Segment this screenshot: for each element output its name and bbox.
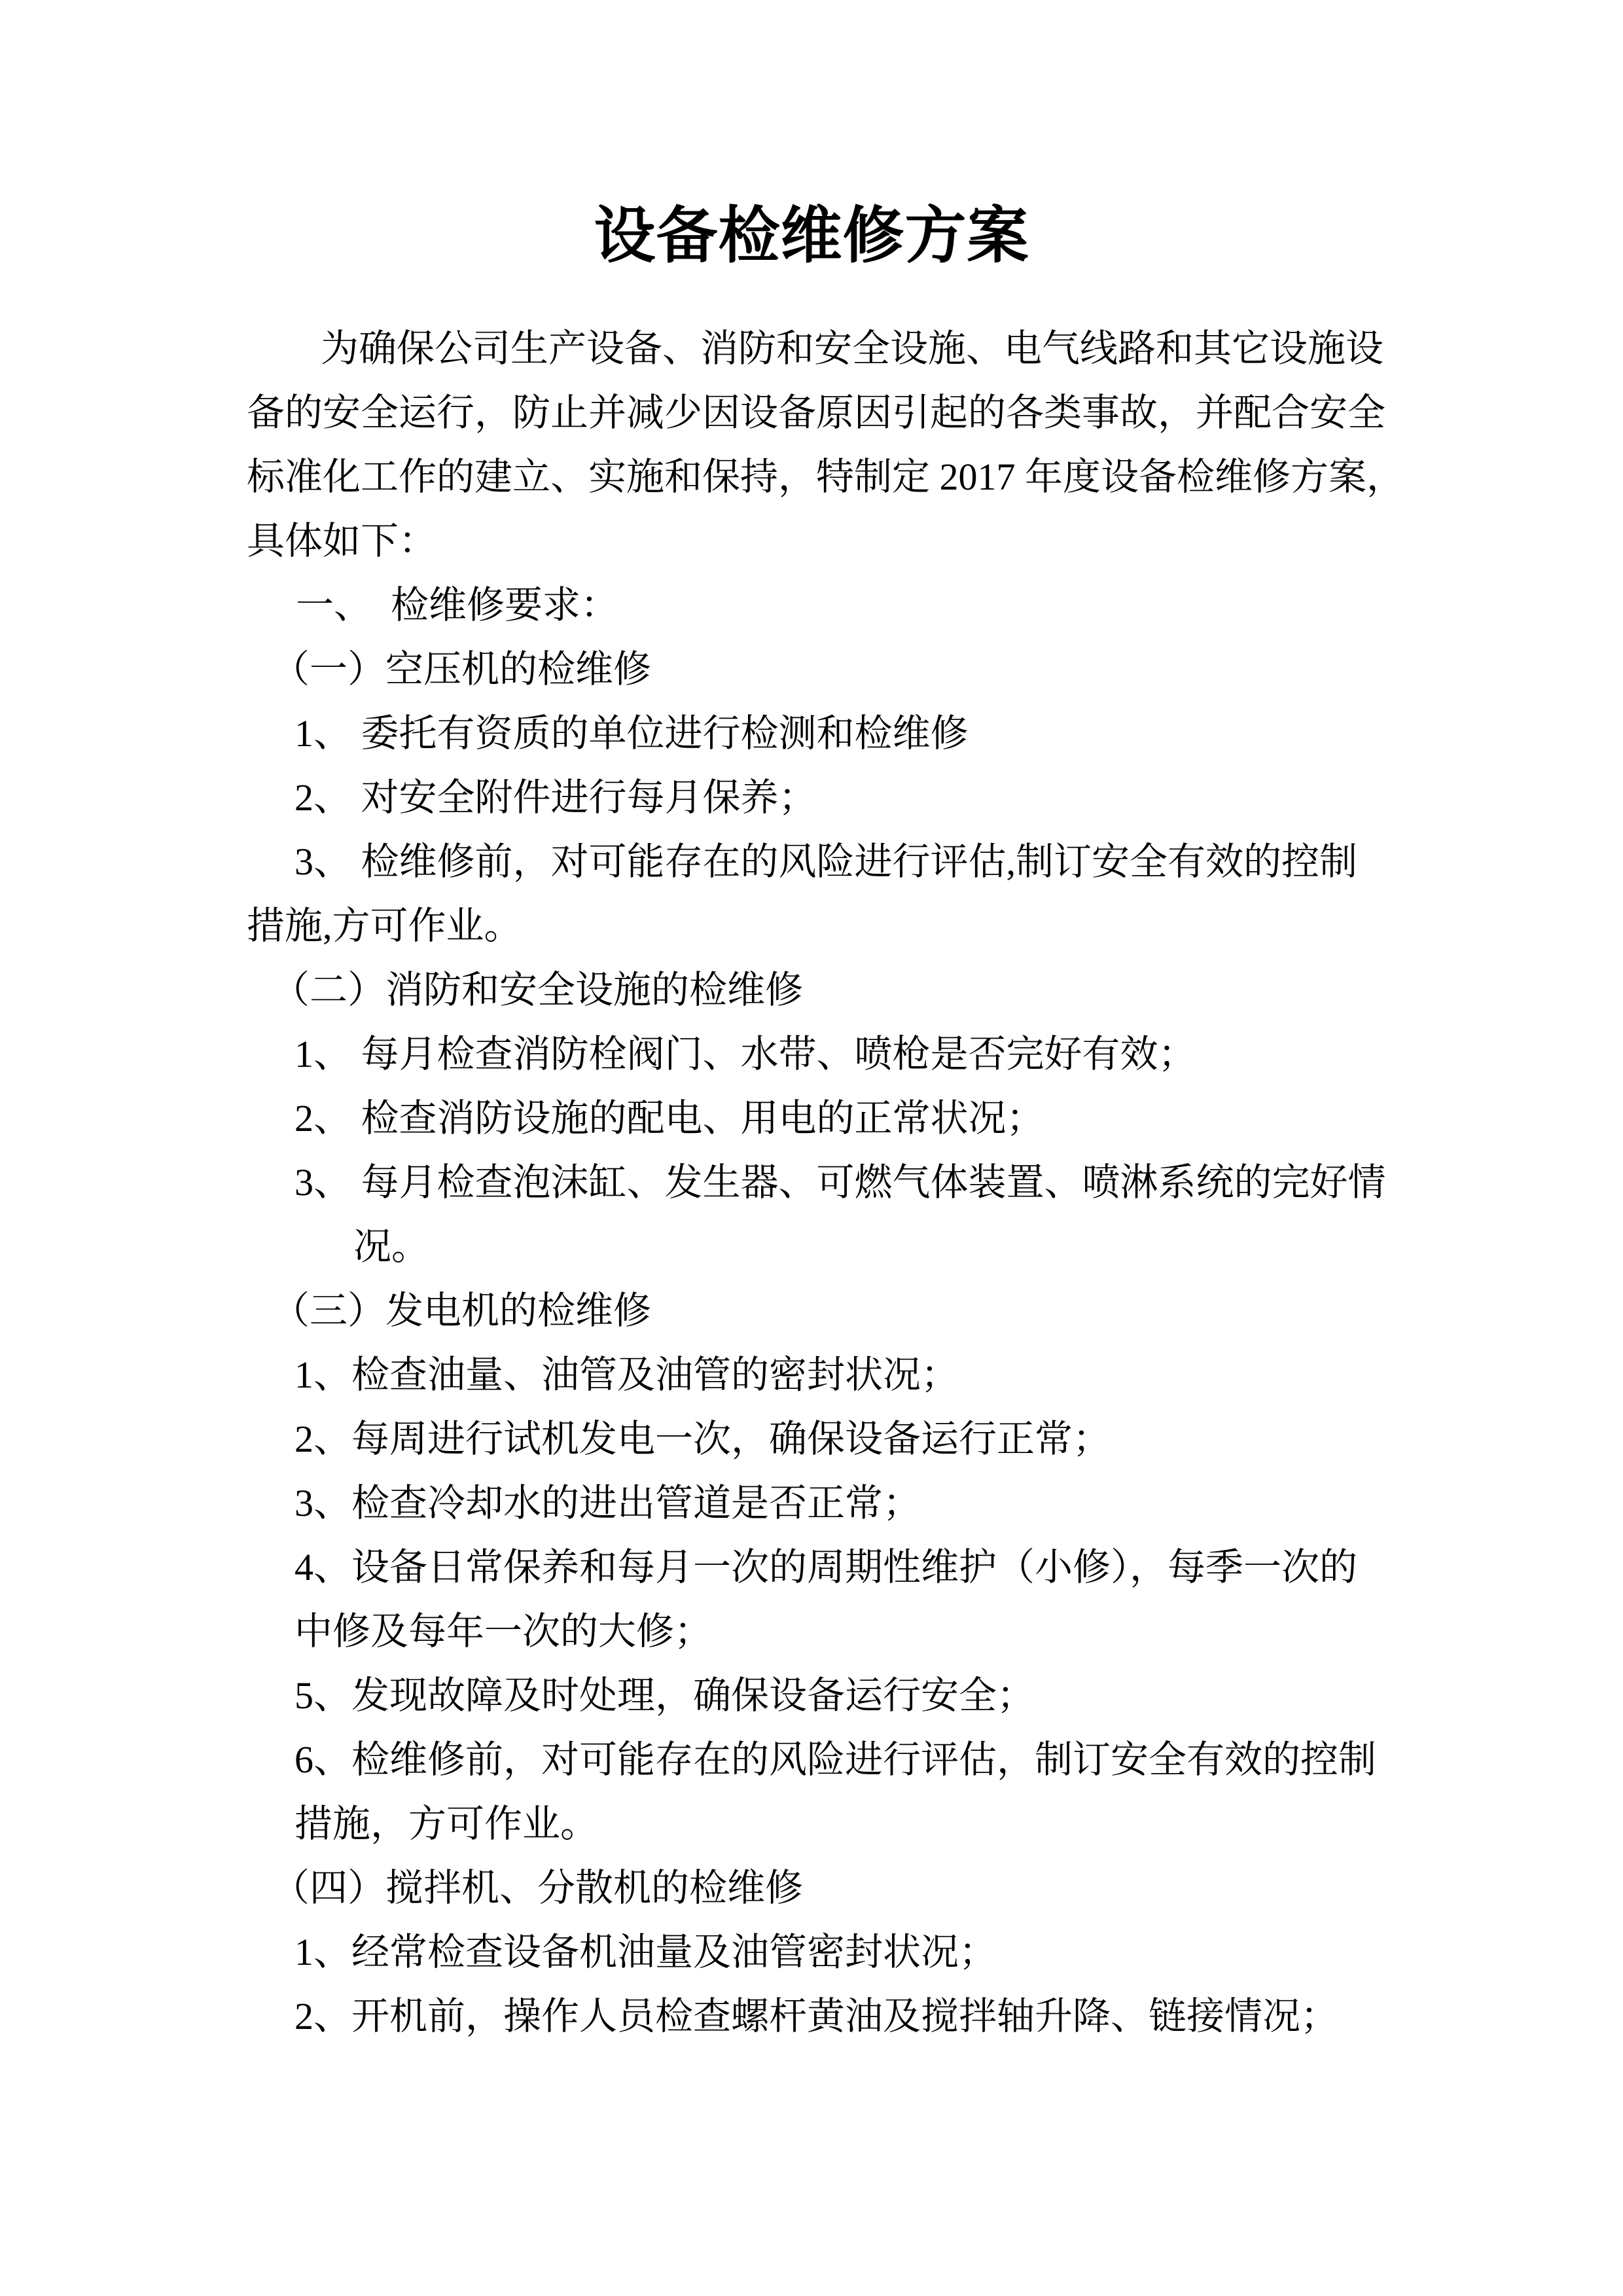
list-item: 2、每周进行试机发电一次，确保设备运行正常； xyxy=(294,1418,1111,1460)
document-body xyxy=(0,317,1623,2049)
paragraph-line: 为确保公司生产设备、消防和安全设施、电气线路和其它设施设 xyxy=(321,327,1384,370)
list-item: 2、 对安全附件进行每月保养； xyxy=(294,776,817,819)
section-heading: 一、 检维修要求： xyxy=(296,584,619,626)
subsection-heading: （三）发电机的检维修 xyxy=(272,1289,652,1332)
list-item: 3、 检维修前，对可能存在的风险进行评估,制订安全有效的控制 xyxy=(294,840,1358,883)
wrapped-line: 措施,方可作业。 xyxy=(247,905,522,947)
list-item: 1、 委托有资质的单位进行检测和检维修 xyxy=(294,712,969,755)
list-item: 1、经常检查设备机油量及油管密封状况； xyxy=(294,1931,997,1973)
list-item: 6、检维修前，对可能存在的风险进行评估，制订安全有效的控制 xyxy=(294,1738,1377,1781)
wrapped-line: 措施，方可作业。 xyxy=(294,1803,599,1845)
wrapped-line: 中修及每年一次的大修； xyxy=(294,1610,713,1653)
list-item: 3、 每月检查泡沫缸、发生器、可燃气体装置、喷淋系统的完好情 xyxy=(294,1161,1386,1204)
paragraph-line: 具体如下： xyxy=(247,520,437,562)
list-item: 1、 每月检查消防栓阀门、水带、喷枪是否完好有效； xyxy=(294,1033,1196,1075)
subsection-heading: （二）消防和安全设施的检维修 xyxy=(272,969,804,1011)
list-item: 1、检查油量、油管及油管的密封状况； xyxy=(294,1354,959,1396)
wrapped-line: 况。 xyxy=(353,1225,430,1268)
document-title: 设备检维修方案 xyxy=(594,202,1029,270)
subsection-heading: （四）搅拌机、分散机的检维修 xyxy=(272,1867,804,1909)
list-item: 4、设备日常保养和每月一次的周期性维护（小修），每季一次的 xyxy=(294,1546,1358,1588)
paragraph-line: 备的安全运行，防止并减少因设备原因引起的各类事故，并配合安全 xyxy=(247,391,1386,434)
list-item: 2、 检查消防设施的配电、用电的正常状况； xyxy=(294,1097,1044,1139)
list-item: 2、开机前，操作人员检查螺杆黄油及搅拌轴升降、链接情况； xyxy=(294,1995,1339,2037)
list-item: 5、发现故障及时处理，确保设备运行安全； xyxy=(294,1674,1035,1717)
paragraph-line: 标准化工作的建立、实施和保持，特制定 2017 年度设备检维修方案， xyxy=(247,456,1405,498)
list-item: 3、检查冷却水的进出管道是否正常； xyxy=(294,1482,921,1524)
subsection-heading: （一）空压机的检维修 xyxy=(272,648,652,691)
